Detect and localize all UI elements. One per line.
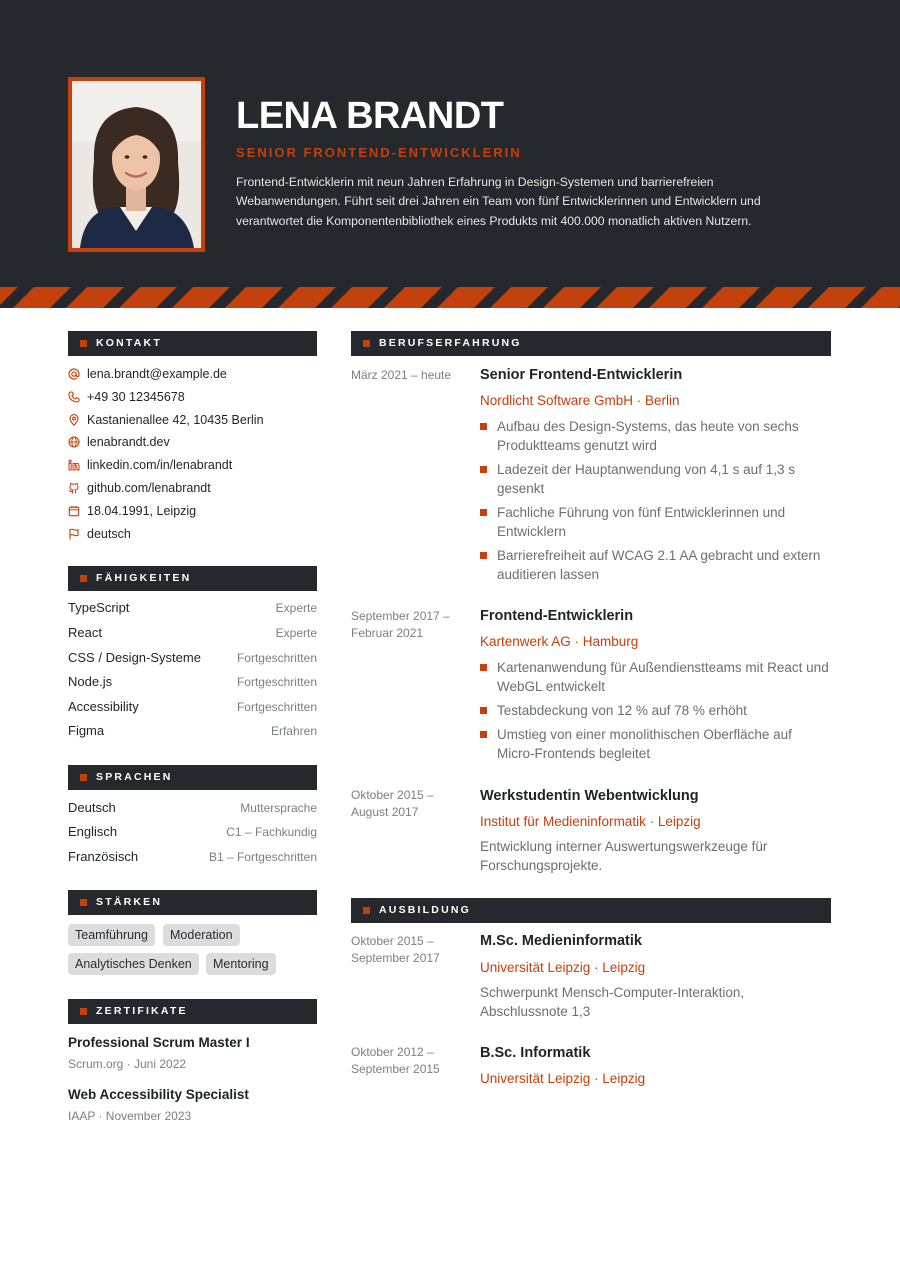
language-level: B1 – Fortgeschritten xyxy=(208,850,317,864)
experience-title: Frontend-Entwicklerin xyxy=(480,608,634,624)
education-institution: Universität Leipzig · Leipzig xyxy=(480,960,646,975)
education-degree: M.Sc. Medieninformatik xyxy=(480,933,642,949)
stripe-segment xyxy=(66,287,124,308)
experience-title: Werkstudentin Webentwicklung xyxy=(480,788,699,804)
stripe-segment xyxy=(13,287,71,308)
strength-tag: Moderation xyxy=(163,924,240,946)
skill-level: Erfahren xyxy=(270,724,317,738)
certificate-title: Professional Scrum Master I xyxy=(68,1035,250,1050)
skill-name: Figma xyxy=(68,723,105,738)
at-icon xyxy=(68,368,80,380)
skill-name: Node.js xyxy=(68,674,113,689)
skill-name: CSS / Design-Systeme xyxy=(68,650,201,665)
globe-icon xyxy=(68,436,80,448)
certificate-issuer: IAAP · November 2023 xyxy=(68,1109,192,1123)
phone-icon xyxy=(68,391,80,403)
skill-item xyxy=(68,698,317,716)
strength-tag: Analytisches Denken xyxy=(68,953,199,975)
experience-bullet: Fachliche Führung von fünf Entwicklerinnen und Entwicklern xyxy=(480,503,832,541)
section-heading-strengths: STÄRKEN xyxy=(68,890,317,915)
skill-level: Experte xyxy=(275,626,317,640)
stripe-segment xyxy=(437,287,495,308)
experience-date: März 2021 – heute xyxy=(351,368,452,382)
language-item xyxy=(68,848,317,866)
contact-website-text: lenabrandt.dev xyxy=(87,435,170,449)
experience-company: Kartenwerk AG · Hamburg xyxy=(480,634,639,649)
experience-bullet: Kartenanwendung für Außendienstteams mit React und WebGL entwickelt xyxy=(480,658,832,696)
experience-date: September 2017 – Februar 2021 xyxy=(351,609,450,640)
section-heading-certificates: ZERTIFIKATE xyxy=(68,999,317,1024)
stripe-segment xyxy=(119,287,177,308)
skill-item xyxy=(68,722,317,740)
candidate-job-title: SENIOR FRONTEND-ENTWICKLERIN xyxy=(236,145,522,160)
education-description: Schwerpunkt Mensch-Computer-Interaktion, Abschlussnote 1,3 xyxy=(480,985,745,1019)
stripe-segment xyxy=(172,287,230,308)
skill-item xyxy=(68,649,317,667)
stripe-segment xyxy=(490,287,548,308)
education-date: Oktober 2015 – September 2017 xyxy=(351,934,440,965)
contact-linkedin-text: linkedin.com/in/lenabrandt xyxy=(87,458,233,472)
stripe-segment xyxy=(808,287,866,308)
experience-bullet: Barrierefreiheit auf WCAG 2.1 AA gebracht und extern auditieren lassen xyxy=(480,546,832,584)
certificate-issuer: Scrum.org · Juni 2022 xyxy=(68,1057,187,1071)
stripe-segment xyxy=(0,287,18,308)
skill-item xyxy=(68,673,317,691)
language-item xyxy=(68,823,317,841)
language-item xyxy=(68,799,317,817)
stripe-segment xyxy=(384,287,442,308)
contact-birth-text: 18.04.1991, Leipzig xyxy=(87,504,197,518)
profile-photo xyxy=(68,77,205,252)
experience-title: Senior Frontend-Entwicklerin xyxy=(480,367,683,383)
contact-nationality-text: deutsch xyxy=(87,527,131,541)
stripe-segment xyxy=(278,287,336,308)
resume-header xyxy=(0,0,900,287)
education-institution: Universität Leipzig · Leipzig xyxy=(480,1071,646,1086)
contact-address-text: Kastanienallee 42, 10435 Berlin xyxy=(87,413,264,427)
section-heading-languages: SPRACHEN xyxy=(68,765,317,790)
stripe-segment xyxy=(543,287,601,308)
experience-bullet: Aufbau des Design-Systems, das heute von sechs Produktteams genutzt wird xyxy=(480,417,832,455)
stripe-segment xyxy=(702,287,760,308)
decorative-stripe-band xyxy=(0,287,900,308)
education-degree: B.Sc. Informatik xyxy=(480,1045,591,1061)
section-heading-skills: FÄHIGKEITEN xyxy=(68,566,317,591)
skill-name: TypeScript xyxy=(68,600,130,615)
strength-tag: Mentoring xyxy=(206,953,276,975)
candidate-name: LENA BRANDT xyxy=(236,95,504,137)
contact-phone-text: +49 30 12345678 xyxy=(87,390,185,404)
language-name: Deutsch xyxy=(68,800,116,815)
strength-tag: Teamführung xyxy=(68,924,155,946)
flag-icon xyxy=(68,528,80,540)
stripe-segment xyxy=(755,287,813,308)
section-heading-education: AUSBILDUNG xyxy=(351,898,831,923)
stripe-segment xyxy=(649,287,707,308)
experience-company: Institut für Medieninformatik · Leipzig xyxy=(480,814,701,829)
profile-summary: Frontend-Entwicklerin mit neun Jahren Erfahrung in Design-Systemen und barrierefreien Webanwendungen. Führt seit drei Jahren ein Team von fünf Entwicklerinnen und Entwicklern und verantwortet die Komponentenbibliothek eines Produkts mit 400.000 monatlich aktiven Nutzern. xyxy=(236,175,761,228)
language-level: Muttersprache xyxy=(240,801,317,815)
experience-bullet: Testabdeckung von 12 % auf 78 % erhöht xyxy=(480,701,832,720)
section-heading-experience: BERUFSERFAHRUNG xyxy=(351,331,831,356)
linkedin-icon xyxy=(68,459,80,471)
section-heading-contact: KONTAKT xyxy=(68,331,317,356)
language-level: C1 – Fachkundig xyxy=(226,825,317,839)
calendar-icon xyxy=(68,505,80,517)
skill-name: Accessibility xyxy=(68,699,139,714)
github-icon xyxy=(68,482,80,494)
skill-level: Fortgeschritten xyxy=(236,700,317,714)
skill-item xyxy=(68,599,317,617)
experience-company: Nordlicht Software GmbH · Berlin xyxy=(480,393,680,408)
experience-description: Entwicklung interner Auswertungswerkzeuge für Forschungsprojekte. xyxy=(480,839,768,873)
education-date: Oktober 2012 – September 2015 xyxy=(351,1045,440,1076)
experience-date: Oktober 2015 – August 2017 xyxy=(351,788,434,819)
contact-email-text: lena.brandt@example.de xyxy=(87,367,227,381)
language-name: Französisch xyxy=(68,849,139,864)
language-name: Englisch xyxy=(68,824,118,839)
map-pin-icon xyxy=(68,414,80,426)
stripe-segment xyxy=(331,287,389,308)
contact-github-text: github.com/lenabrandt xyxy=(87,481,211,495)
experience-bullet: Ladezeit der Hauptanwendung von 4,1 s auf 1,3 s gesenkt xyxy=(480,460,832,498)
stripe-segment xyxy=(225,287,283,308)
skill-item xyxy=(68,624,317,642)
skill-level: Fortgeschritten xyxy=(236,675,317,689)
skill-level: Experte xyxy=(275,601,317,615)
skill-level: Fortgeschritten xyxy=(236,651,317,665)
experience-bullet: Umstieg von einer monolithischen Oberfläche auf Micro-Frontends begleitet xyxy=(480,725,832,763)
skill-name: React xyxy=(68,625,102,640)
certificate-title: Web Accessibility Specialist xyxy=(68,1087,249,1102)
stripe-segment xyxy=(596,287,654,308)
stripe-segment xyxy=(861,287,900,308)
